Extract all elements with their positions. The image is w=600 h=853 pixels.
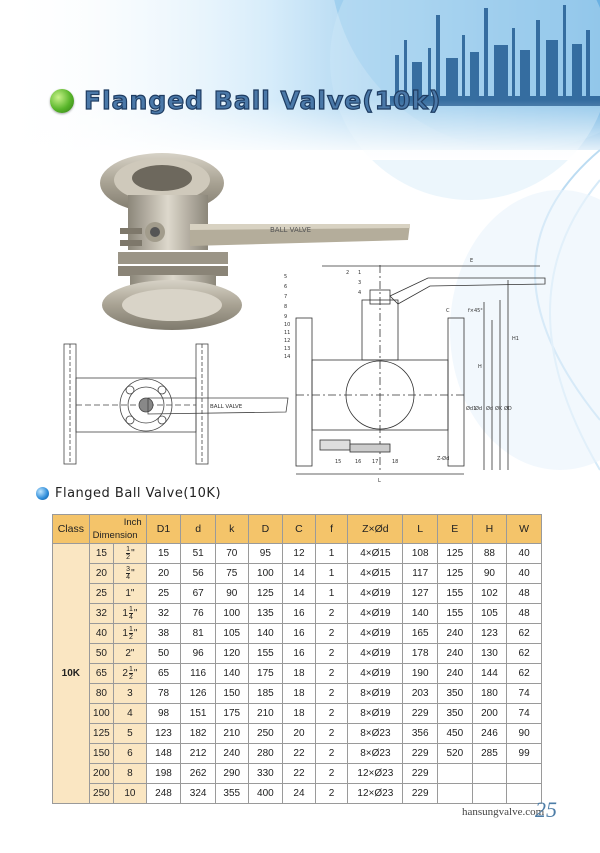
cell-d: 76: [181, 604, 216, 624]
cell-D1: 38: [146, 624, 181, 644]
cell-W: 62: [507, 664, 542, 684]
inch-fraction: [129, 666, 133, 681]
cell-k: 240: [215, 744, 248, 764]
cell-E: 240: [437, 644, 472, 664]
column-header-k: k: [215, 515, 248, 544]
dn-cell: 125: [89, 724, 113, 744]
page-title-text: Flanged Ball Valve(10k): [84, 86, 442, 115]
dn-cell: 25: [89, 584, 113, 604]
cell-k: 70: [215, 544, 248, 564]
svg-text:E: E: [470, 258, 474, 264]
cell-Z: 4×Ø15: [348, 564, 403, 584]
dn-cell: 80: [89, 684, 113, 704]
footer-website: hansungvalve.com: [462, 806, 545, 818]
svg-text:Z-Ød: Z-Ød: [437, 456, 450, 462]
cell-E: [437, 764, 472, 784]
table-row: [53, 784, 542, 804]
dimension-header-label: Dimension: [92, 530, 138, 541]
svg-text:ØK: ØK: [495, 406, 503, 412]
column-header-Z: Z×Ød: [348, 515, 403, 544]
class-header: Class: [53, 515, 90, 544]
cell-k: 100: [215, 604, 248, 624]
svg-text:16: 16: [355, 459, 362, 465]
inch-numerator: 1: [128, 626, 133, 633]
cell-L: 190: [403, 664, 438, 684]
svg-text:18: 18: [392, 459, 399, 465]
inch-cell: [114, 624, 147, 644]
column-header-C: C: [283, 515, 316, 544]
cell-k: 290: [215, 764, 248, 784]
cell-C: 16: [283, 624, 316, 644]
cell-H: 180: [472, 684, 507, 704]
cell-C: 12: [283, 544, 316, 564]
cell-E: 125: [437, 564, 472, 584]
cell-H: 102: [472, 584, 507, 604]
cell-D: 330: [248, 764, 283, 784]
inch-whole: 1: [122, 608, 128, 619]
cell-d: 212: [181, 744, 216, 764]
cell-C: 18: [283, 704, 316, 724]
cell-D1: 198: [146, 764, 181, 784]
cell-C: 22: [283, 764, 316, 784]
cell-H: 130: [472, 644, 507, 664]
cell-k: 175: [215, 704, 248, 724]
inch-whole: 1: [125, 588, 131, 599]
cell-C: 24: [283, 784, 316, 804]
cell-L: 108: [403, 544, 438, 564]
svg-text:H: H: [478, 364, 482, 370]
cell-C: 18: [283, 684, 316, 704]
column-header-D: D: [248, 515, 283, 544]
svg-text:1: 1: [358, 270, 362, 276]
inch-whole: 1: [122, 628, 128, 639]
dn-cell: 15: [89, 544, 113, 564]
cell-D: 155: [248, 644, 283, 664]
cell-H: 200: [472, 704, 507, 724]
table-row: [53, 604, 542, 624]
cell-Z: 4×Ø19: [348, 644, 403, 664]
table-row: [53, 624, 542, 644]
dn-cell: 40: [89, 624, 113, 644]
cell-L: 229: [403, 744, 438, 764]
cell-D1: 50: [146, 644, 181, 664]
dn-cell: 250: [89, 784, 113, 804]
cell-f: 2: [315, 604, 348, 624]
svg-text:f×45°: f×45°: [468, 308, 483, 314]
inch-cell: [114, 564, 147, 584]
svg-text:8: 8: [284, 304, 288, 310]
cell-D: 125: [248, 584, 283, 604]
column-header-H: H: [472, 515, 507, 544]
cell-D: 135: [248, 604, 283, 624]
cell-L: 127: [403, 584, 438, 604]
cell-D: 100: [248, 564, 283, 584]
cell-L: 117: [403, 564, 438, 584]
cell-E: 155: [437, 604, 472, 624]
cell-D1: 65: [146, 664, 181, 684]
cell-H: 144: [472, 664, 507, 684]
cell-H: 90: [472, 564, 507, 584]
cell-W: 74: [507, 684, 542, 704]
cell-Z: 8×Ø23: [348, 744, 403, 764]
cell-H: [472, 784, 507, 804]
dimension-table: [52, 514, 542, 804]
cell-D1: 123: [146, 724, 181, 744]
cell-Z: 4×Ø15: [348, 544, 403, 564]
svg-text:6: 6: [284, 284, 288, 290]
inch-whole: 3: [127, 688, 133, 699]
cell-k: 120: [215, 644, 248, 664]
cell-f: 2: [315, 624, 348, 644]
cell-W: 74: [507, 704, 542, 724]
table-header-row: [53, 515, 542, 544]
cell-D: 400: [248, 784, 283, 804]
front-handle-label: BALL VALVE: [210, 404, 243, 410]
dn-cell: 20: [89, 564, 113, 584]
section-heading: [36, 486, 221, 501]
cell-Z: 8×Ø23: [348, 724, 403, 744]
dn-cell: 200: [89, 764, 113, 784]
inch-fraction: [126, 546, 130, 561]
inch-cell: [114, 664, 147, 684]
cell-k: 140: [215, 664, 248, 684]
inch-mark: ": [133, 668, 138, 679]
inch-mark: ": [130, 588, 135, 599]
table-row: [53, 684, 542, 704]
cell-L: 229: [403, 764, 438, 784]
cell-L: 203: [403, 684, 438, 704]
cell-C: 14: [283, 584, 316, 604]
valve-handle-label: BALL VALVE: [270, 226, 312, 234]
inch-denominator: 2: [126, 554, 131, 562]
inch-numerator: 1: [126, 546, 131, 554]
svg-text:4: 4: [358, 290, 362, 296]
column-header-f: f: [315, 515, 348, 544]
svg-text:11: 11: [284, 330, 291, 336]
cell-C: 16: [283, 644, 316, 664]
cell-Z: 4×Ø19: [348, 624, 403, 644]
table-row: [53, 704, 542, 724]
cell-d: 51: [181, 544, 216, 564]
inch-cell: [114, 604, 147, 624]
cell-D: 250: [248, 724, 283, 744]
valve-photo: [100, 153, 410, 330]
table-row: [53, 744, 542, 764]
front-elevation-drawing: [64, 344, 291, 464]
inch-mark: ": [130, 648, 135, 659]
dn-cell: 32: [89, 604, 113, 624]
table-row: [53, 564, 542, 584]
cell-L: 178: [403, 644, 438, 664]
section-part-numbers: [284, 270, 398, 465]
cell-d: 116: [181, 664, 216, 684]
cell-W: [507, 764, 542, 784]
svg-text:C: C: [446, 308, 450, 314]
svg-text:5: 5: [284, 274, 288, 280]
cell-D1: 25: [146, 584, 181, 604]
cell-E: [437, 784, 472, 804]
inch-fraction: [126, 566, 130, 581]
column-header-L: L: [403, 515, 438, 544]
cell-f: 2: [315, 664, 348, 684]
cell-D: 140: [248, 624, 283, 644]
inch-cell: [114, 584, 147, 604]
svg-text:Ød: Ød: [475, 406, 483, 412]
cell-H: 105: [472, 604, 507, 624]
cell-W: 99: [507, 744, 542, 764]
svg-text:7: 7: [284, 294, 288, 300]
cell-f: 2: [315, 684, 348, 704]
column-header-D1: D1: [146, 515, 181, 544]
cell-d: 96: [181, 644, 216, 664]
svg-text:L: L: [378, 478, 381, 484]
cell-H: 246: [472, 724, 507, 744]
cell-L: 229: [403, 704, 438, 724]
cell-H: 88: [472, 544, 507, 564]
green-bullet-icon: [50, 89, 74, 113]
cell-d: 262: [181, 764, 216, 784]
cell-f: 2: [315, 644, 348, 664]
table-row: [53, 644, 542, 664]
cell-C: 18: [283, 664, 316, 684]
inch-mark: ": [133, 608, 138, 619]
inch-cell: [114, 784, 147, 804]
svg-text:10: 10: [284, 322, 291, 328]
inch-whole: 6: [127, 748, 133, 759]
cell-D1: 248: [146, 784, 181, 804]
cell-d: 56: [181, 564, 216, 584]
svg-text:Ød1: Ød1: [466, 406, 477, 412]
cell-D1: 20: [146, 564, 181, 584]
cell-d: 182: [181, 724, 216, 744]
inch-cell: [114, 704, 147, 724]
svg-text:12: 12: [284, 338, 291, 344]
cell-W: 90: [507, 724, 542, 744]
cell-E: 240: [437, 664, 472, 684]
cell-C: 14: [283, 564, 316, 584]
inch-denominator: 2: [128, 634, 133, 641]
cell-L: 140: [403, 604, 438, 624]
dn-cell: 150: [89, 744, 113, 764]
cell-E: 520: [437, 744, 472, 764]
cell-d: 67: [181, 584, 216, 604]
cell-k: 75: [215, 564, 248, 584]
cell-k: 210: [215, 724, 248, 744]
cell-W: 62: [507, 644, 542, 664]
inch-whole: 5: [127, 728, 133, 739]
cell-f: 1: [315, 544, 348, 564]
section-drawing: [296, 265, 545, 474]
inch-cell: [114, 684, 147, 704]
cell-Z: 4×Ø19: [348, 664, 403, 684]
inch-mark: ": [131, 548, 135, 560]
cell-k: 90: [215, 584, 248, 604]
cell-Z: 4×Ø19: [348, 584, 403, 604]
cell-D: 95: [248, 544, 283, 564]
svg-text:9: 9: [284, 314, 288, 320]
cell-W: 48: [507, 584, 542, 604]
cell-D1: 98: [146, 704, 181, 724]
svg-text:15: 15: [335, 459, 342, 465]
inch-cell: [114, 724, 147, 744]
svg-text:13: 13: [284, 346, 291, 352]
inch-whole: 2: [122, 668, 128, 679]
column-header-E: E: [437, 515, 472, 544]
svg-text:17: 17: [372, 459, 379, 465]
cell-W: 40: [507, 564, 542, 584]
cell-D1: 32: [146, 604, 181, 624]
cell-D1: 15: [146, 544, 181, 564]
svg-text:2: 2: [346, 270, 350, 276]
cell-H: 285: [472, 744, 507, 764]
cell-k: 150: [215, 684, 248, 704]
inch-cell: [114, 544, 147, 564]
dn-cell: 100: [89, 704, 113, 724]
cell-f: 2: [315, 784, 348, 804]
inch-fraction: [129, 606, 133, 621]
inch-numerator: 1: [128, 666, 133, 673]
svg-text:Ød: Ød: [486, 406, 494, 412]
inch-header-label: Inch: [123, 517, 142, 528]
svg-text:3: 3: [358, 280, 362, 286]
inch-whole: 10: [124, 788, 136, 799]
inch-whole: 2: [125, 648, 131, 659]
inch-whole: 4: [127, 708, 133, 719]
svg-text:ØD: ØD: [504, 406, 512, 412]
table-row: [53, 664, 542, 684]
cell-E: 350: [437, 704, 472, 724]
cell-D1: 78: [146, 684, 181, 704]
cell-k: 355: [215, 784, 248, 804]
cell-E: 350: [437, 684, 472, 704]
cell-D: 210: [248, 704, 283, 724]
section-heading-text: Flanged Ball Valve(10K): [55, 486, 222, 501]
column-header-W: W: [507, 515, 542, 544]
cell-d: 126: [181, 684, 216, 704]
cell-W: 62: [507, 624, 542, 644]
cell-f: 1: [315, 564, 348, 584]
cell-Z: 8×Ø19: [348, 684, 403, 704]
table-row: [53, 724, 542, 744]
inch-denominator: 4: [126, 574, 131, 582]
blue-bullet-icon: [36, 487, 49, 500]
cell-H: 123: [472, 624, 507, 644]
cell-d: 324: [181, 784, 216, 804]
cell-f: 1: [315, 584, 348, 604]
cell-f: 2: [315, 764, 348, 784]
cell-D: 185: [248, 684, 283, 704]
inch-cell: [114, 644, 147, 664]
cell-H: [472, 764, 507, 784]
cell-Z: 12×Ø23: [348, 784, 403, 804]
cell-L: 356: [403, 724, 438, 744]
cell-Z: 12×Ø23: [348, 764, 403, 784]
inch-mark: ": [133, 628, 138, 639]
cell-D: 175: [248, 664, 283, 684]
cell-E: 240: [437, 624, 472, 644]
cell-D: 280: [248, 744, 283, 764]
cell-d: 81: [181, 624, 216, 644]
dn-cell: 65: [89, 664, 113, 684]
cell-C: 16: [283, 604, 316, 624]
dimension-header: [89, 515, 146, 544]
column-header-d: d: [181, 515, 216, 544]
cell-k: 105: [215, 624, 248, 644]
cell-f: 2: [315, 704, 348, 724]
table-row: [53, 544, 542, 564]
cell-E: 450: [437, 724, 472, 744]
cell-f: 2: [315, 724, 348, 744]
class-cell: 10K: [53, 544, 90, 804]
svg-text:H1: H1: [512, 336, 519, 342]
inch-numerator: 3: [126, 566, 131, 574]
cell-E: 125: [437, 544, 472, 564]
svg-text:14: 14: [284, 354, 291, 360]
cell-W: 48: [507, 604, 542, 624]
page-number: 25: [535, 797, 557, 822]
table-row: [53, 764, 542, 784]
inch-denominator: 4: [128, 614, 133, 621]
inch-fraction: [129, 626, 133, 641]
inch-denominator: 2: [128, 674, 133, 681]
cell-f: 2: [315, 744, 348, 764]
cell-L: 229: [403, 784, 438, 804]
cell-D1: 148: [146, 744, 181, 764]
table-row: [53, 584, 542, 604]
inch-numerator: 1: [128, 606, 133, 613]
cell-d: 151: [181, 704, 216, 724]
cell-W: 40: [507, 544, 542, 564]
cell-Z: 8×Ø19: [348, 704, 403, 724]
inch-whole: 8: [127, 768, 133, 779]
cell-L: 165: [403, 624, 438, 644]
cell-E: 155: [437, 584, 472, 604]
page-title: [50, 86, 441, 115]
cell-C: 22: [283, 744, 316, 764]
inch-mark: ": [131, 568, 135, 580]
inch-cell: [114, 744, 147, 764]
cell-Z: 4×Ø19: [348, 604, 403, 624]
cell-C: 20: [283, 724, 316, 744]
inch-cell: [114, 764, 147, 784]
dn-cell: 50: [89, 644, 113, 664]
